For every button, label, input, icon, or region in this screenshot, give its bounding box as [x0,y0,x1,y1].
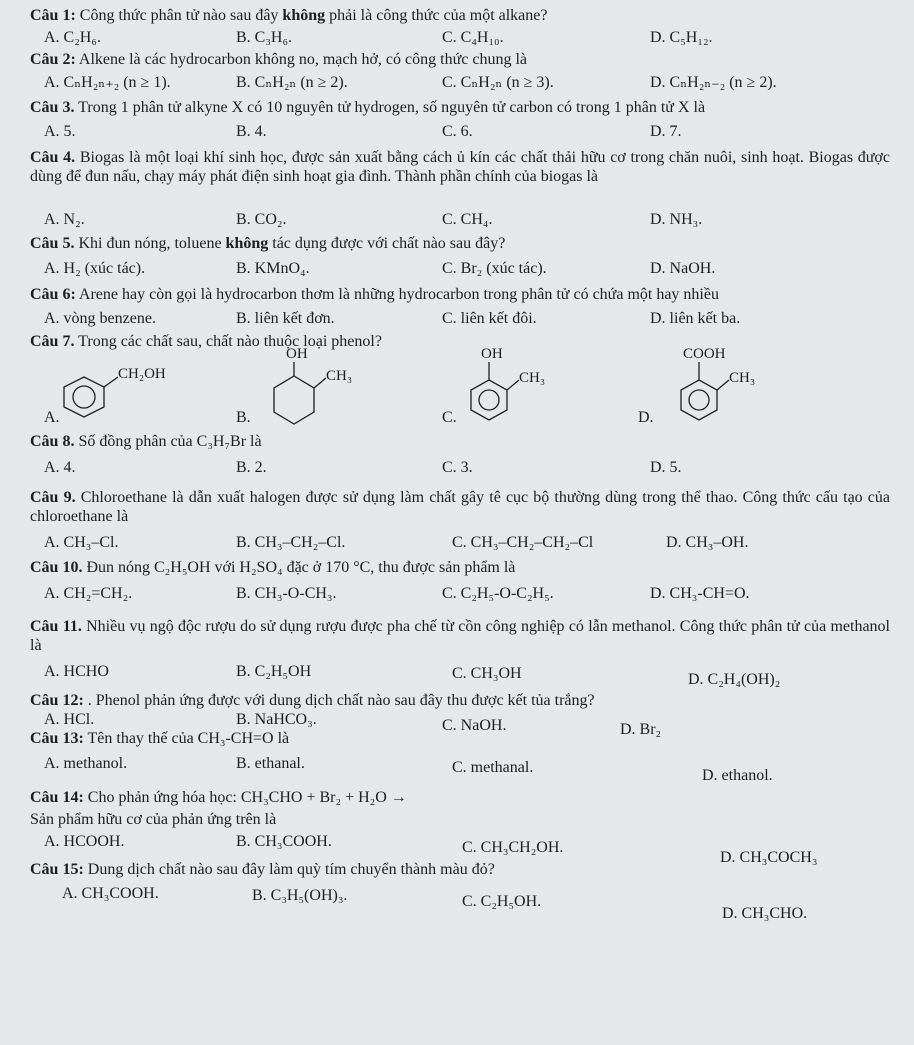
question-9-option-b[interactable]: B. CH₃–CH₂–Cl. [236,534,346,551]
cyclohexane-ring-b [274,376,314,424]
question-8-option-d[interactable]: D. 5. [650,459,682,476]
question-2-option-b[interactable]: B. CₙH₂ₙ (n ≥ 2). [236,74,348,91]
aromatic-circle-c [479,390,499,410]
question-10-option-d[interactable]: D. CH₃-CH=O. [650,585,750,602]
label-oh-b: OH [286,346,308,362]
bond-ch3-d [717,380,729,390]
question-11-option-a[interactable]: A. HCHO [44,663,109,680]
question-15-option-a[interactable]: A. CH₃COOH. [62,885,159,902]
bond-ch3-c [507,380,519,390]
question-12-option-c[interactable]: C. NaOH. [442,717,507,734]
question-11-stem: Câu 11. Nhiều vụ ngộ độc rượu do sử dụng rượu được pha chế từ cồn công nghiệp có lẫn methanol. Công thức phân tử của methanol là [30,618,890,654]
question-2-option-a[interactable]: A. CₙH₂ₙ₊₂ (n ≥ 1). [44,74,171,91]
question-9-option-a[interactable]: A. CH₃–Cl. [44,534,119,551]
question-4-option-c[interactable]: C. CH₄. [442,211,493,228]
question-4-option-a[interactable]: A. N₂. [44,211,85,228]
question-5-option-c[interactable]: C. Br₂ (xúc tác). [442,260,547,277]
question-11-option-b[interactable]: B. C₂H₅OH [236,663,312,680]
question-7-option-a[interactable]: A. [44,409,60,426]
question-14-stem: Câu 14: Cho phản ứng hóa học: CH₃CHO + Br₂ + H₂O → [30,789,407,806]
question-12-option-a[interactable]: A. HCl. [44,711,95,728]
question-14-option-c[interactable]: C. CH₃CH₂OH. [462,839,564,856]
question-6-option-d[interactable]: D. liên kết ba. [650,310,741,327]
question-3-option-a[interactable]: A. 5. [44,123,76,140]
question-11-option-c[interactable]: C. CH₃OH [452,665,522,682]
label-ch3-c: CH₃ [519,370,546,386]
question-8-option-c[interactable]: C. 3. [442,459,473,476]
question-6-option-a[interactable]: A. vòng benzene. [44,310,156,327]
bond-a [104,377,118,387]
benzene-ring-d [681,380,717,420]
question-3-option-b[interactable]: B. 4. [236,123,267,140]
question-8-option-b[interactable]: B. 2. [236,459,267,476]
question-10-stem: Câu 10. Đun nóng C₂H₅OH với H₂SO₄ đặc ở 170 °C, thu được sản phẩm là [30,559,516,576]
question-15-option-d[interactable]: D. CH₃CHO. [722,905,808,922]
question-7-option-b[interactable]: B. [236,409,251,426]
question-6-option-c[interactable]: C. liên kết đôi. [442,310,537,327]
question-14-option-d[interactable]: D. CH₃COCH₃ [720,849,818,866]
question-2-stem: Câu 2: Alkene là các hydrocarbon không no, mạch hở, có công thức chung là [30,51,527,68]
question-11-option-d[interactable]: D. C₂H₄(OH)₂ [688,671,781,688]
question-7-option-d[interactable]: D. [638,409,654,426]
question-1-option-d[interactable]: D. C₅H₁₂. [650,29,713,46]
question-13-stem: Câu 13: Tên thay thế của CH₃-CH=O là [30,730,290,747]
question-4-stem: Câu 4. Biogas là một loại khí sinh học, được sản xuất bằng cách ủ kín các chất thải hữu cơ trong chăn nuôi, sinh hoạt. Biogas được dùng để đun nấu, chạy máy phát điện sinh hoạt gia đình. Thành phần chính của biogas là [30,149,890,185]
question-13-option-d[interactable]: D. ethanol. [702,767,773,784]
question-8-option-a[interactable]: A. 4. [44,459,76,476]
structure-b-methylcyclohexanol [250,342,370,432]
question-14-stem-continued: Sản phẩm hữu cơ của phản ứng trên là [30,811,277,828]
question-5-stem: Câu 5. Khi đun nóng, toluene không tác dụng được với chất nào sau đây? [30,235,506,252]
bond-ch3-b [314,378,326,388]
question-1-option-b[interactable]: B. C₃H₆. [236,29,293,46]
question-14-option-b[interactable]: B. CH₃COOH. [236,833,332,850]
question-1-option-c[interactable]: C. C₄H₁₀. [442,29,504,46]
question-14-option-a[interactable]: A. HCOOH. [44,833,125,850]
question-12-option-d[interactable]: D. Br₂ [620,721,662,738]
question-12-option-b[interactable]: B. NaHCO₃. [236,711,317,728]
aromatic-circle-d [689,390,709,410]
question-6-stem: Câu 6: Arene hay còn gọi là hydrocarbon thơm là những hydrocarbon trong phân tử có chứa một hay nhiều [30,286,719,303]
question-10-option-b[interactable]: B. CH₃-O-CH₃. [236,585,337,602]
question-3-option-d[interactable]: D. 7. [650,123,682,140]
question-2-option-c[interactable]: C. CₙH₂ₙ (n ≥ 3). [442,74,554,91]
label-ch2oh: CH₂OH [118,366,166,382]
question-1-option-a[interactable]: A. C₂H₆. [44,29,101,46]
question-9-stem: Câu 9. Chloroethane là dẫn xuất halogen được sử dụng làm chất gây tê cục bộ thường dùng trong thể thao. Công thức cấu tạo của chloroethane là [30,489,891,525]
question-13-option-c[interactable]: C. methanal. [452,759,534,776]
question-4-option-d[interactable]: D. NH₃. [650,211,703,228]
aromatic-circle-a [73,386,95,408]
label-ch3-d: CH₃ [729,370,756,386]
structure-c-cresol [455,342,575,432]
label-oh-c: OH [481,346,503,362]
benzene-ring-a [64,377,104,417]
benzene-ring-c [471,380,507,420]
question-2-option-d[interactable]: D. CₙH₂ₙ₋₂ (n ≥ 2). [650,74,777,91]
question-10-option-a[interactable]: A. CH₂=CH₂. [44,585,133,602]
question-7-stem: Câu 7. Trong các chất sau, chất nào thuộc loại phenol? [30,333,382,350]
question-5-option-d[interactable]: D. NaOH. [650,260,716,277]
question-4-option-b[interactable]: B. CO₂. [236,211,287,228]
question-3-option-c[interactable]: C. 6. [442,123,473,140]
question-15-option-c[interactable]: C. C₂H₅OH. [462,893,542,910]
question-3-stem: Câu 3. Trong 1 phân tử alkyne X có 10 nguyên tử hydrogen, số nguyên tử carbon có trong 1 phân tử X là [30,99,706,116]
question-5-option-b[interactable]: B. KMnO₄. [236,260,310,277]
question-15-stem: Câu 15: Dung dịch chất nào sau đây làm quỳ tím chuyển thành màu đỏ? [30,861,495,878]
question-12-stem: Câu 12: . Phenol phản ứng được với dung dịch chất nào sau đây thu được kết tủa trắng? [30,692,595,709]
label-ch3-b: CH₃ [326,368,353,384]
structure-a-benzyl-alcohol [60,355,190,425]
structure-d-methylbenzoic-acid [665,342,785,432]
question-9-option-c[interactable]: C. CH₃–CH₂–CH₂–Cl [452,534,594,551]
question-5-option-a[interactable]: A. H₂ (xúc tác). [44,260,146,277]
question-1-stem: Câu 1: Công thức phân tử nào sau đây không phải là công thức của một alkane? [30,7,548,24]
question-8-stem: Câu 8. Số đồng phân của C₃H₇Br là [30,433,262,450]
question-13-option-a[interactable]: A. methanol. [44,755,128,772]
label-cooh-d: COOH [683,346,726,362]
question-10-option-c[interactable]: C. C₂H₅-O-C₂H₅. [442,585,554,602]
question-13-option-b[interactable]: B. ethanal. [236,755,305,772]
question-9-option-d[interactable]: D. CH₃–OH. [666,534,749,551]
question-6-option-b[interactable]: B. liên kết đơn. [236,310,335,327]
question-15-option-b[interactable]: B. C₃H₅(OH)₃. [252,887,348,904]
question-7-option-c[interactable]: C. [442,409,457,426]
